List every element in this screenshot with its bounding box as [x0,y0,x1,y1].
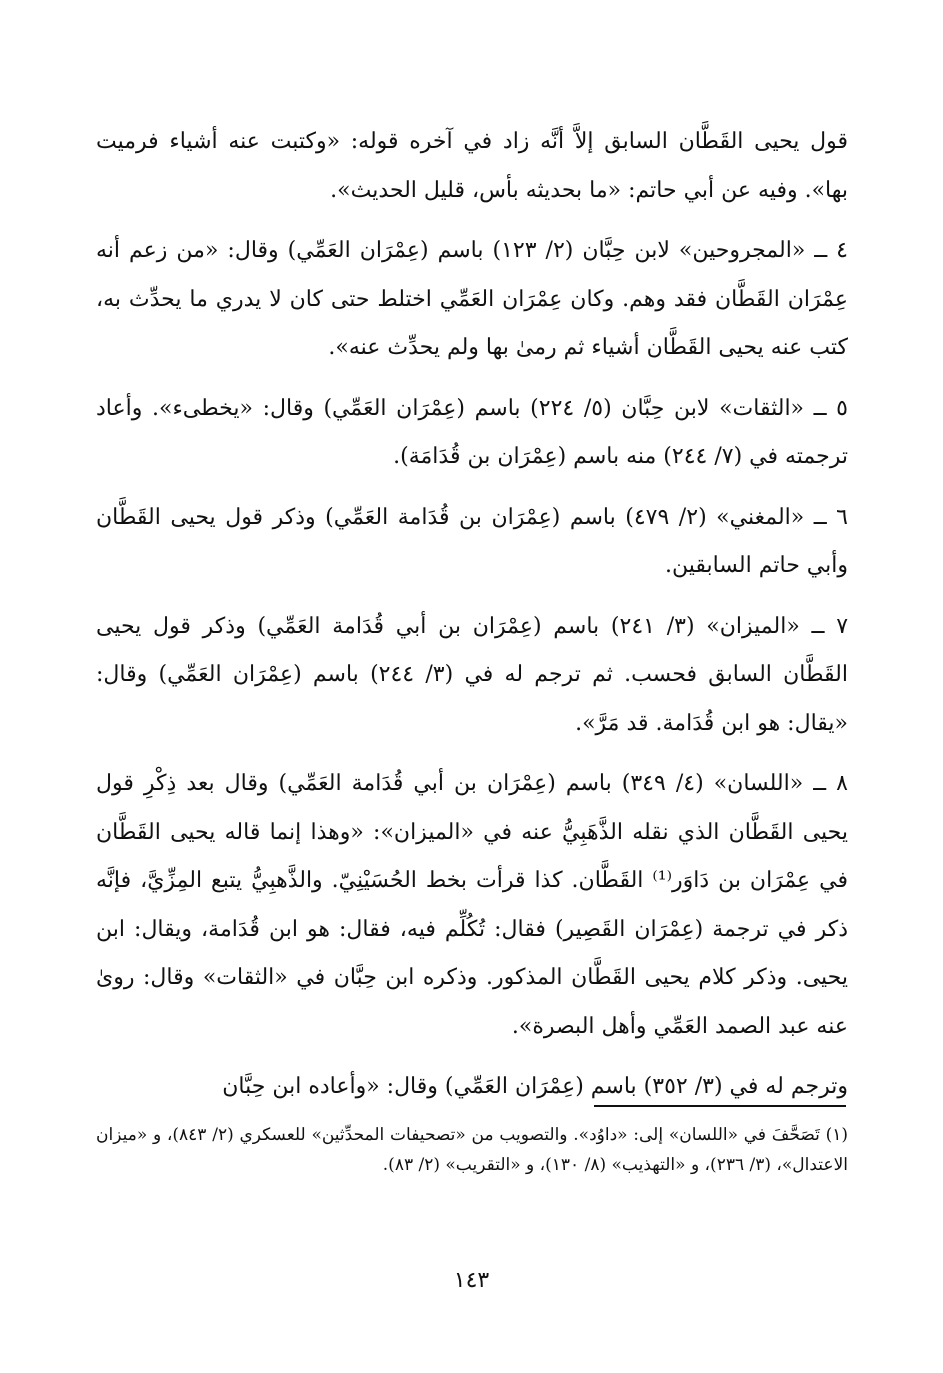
main-text [96,118,848,1112]
paragraph-item-6: ٦ ــ «المغني» (٢/ ٤٧٩) باسم (عِمْرَان بن قُدَامة العَمِّي) وذكر قول يحيى القَطَّان وأبي حاتم السابقين. [96,504,848,578]
paragraph-item-7: ٧ ــ «الميزان» (٣/ ٢٤١) باسم (عِمْرَان بن أبي قُدَامة العَمِّي) وذكر قول يحيى القَطَّان السابق فحسب. ثم ترجم له في (٣/ ٢٤٤) باسم (عِمْرَان العَمِّي) وقال: «يقال: هو ابن قُدَامة. قد مَرَّ». [96,613,849,736]
paragraph-item-8: ٨ ــ «اللسان» (٤/ ٣٤٩) باسم (عِمْرَان بن أبي قُدَامة العَمِّي) وقال بعد ذِكْرِ قول يحيى القَطَّان الذي نقله الذَّهَبِيُّ عنه في «الميزان»: «وهذا إنما قاله يحيى القَطَّان في عِمْرَان بن دَاوَر⁽¹⁾ القَطَّان. كذا قرأت بخط الحُسَيْنِيّ. والذَّهبِيُّ يتبع المِزِّيَّ، فإنَّه ذكر في ترجمة (عِمْرَان القَصِير) فقال: تُكُلِّم فيه، فقال: هو ابن قُدَامة، ويقال: ابن يحيى. وذكر كلام يحيى القَطَّان المذكور. وذكره ابن حِبَّان في «الثقات» وقال: روىٰ عنه عبد الصمد العَمِّي وأهل البصرة». [96,771,848,1039]
page-number: ١٤٣ [453,1268,490,1293]
paragraph-item-5: ٥ ــ «الثقات» لابن حِبَّان (٥/ ٢٢٤) باسم (عِمْرَان العَمِّي) وقال: «يخطىء». وأعاد ترجمته في (٧/ ٢٤٤) منه باسم (عِمْرَان بن قُدَامَة). [96,395,848,469]
paragraph-continuation: قول يحيى القَطَّان السابق إلاَّ أنَّه زاد في آخره قوله: «وكتبت عنه أشياء فرميت بها». وفيه عن أبي حاتم: «ما بحديثه بأس، قليل الحديث». [96,129,848,203]
paragraph-item-4: ٤ ــ «المجروحين» لابن حِبَّان (٢/ ١٢٣) باسم (عِمْرَان العَمِّي) وقال: «من زعم أنه عِمْرَان القَطَّان فقد وهم. وكان عِمْرَان العَمِّي اختلط حتى كان لا يدري ما يحدِّث به، كتب عنه يحيى القَطَّان أشياء ثم رمىٰ بها ولم يحدِّث عنه». [96,238,848,360]
footnote-1: (١) تَصَحَّفَ في «اللسان» إلى: «داوُد». والتصويب من «تصحيفات المحدِّثين» للعسكري (٢/ ٨٤٣)، و «ميزان الاعتدال»، (٣/ ٢٣٦)، و «التهذيب» (٨/ ١٣٠)، و «التقريب» (٢/ ٨٣). [96,1125,848,1175]
footnote-divider [594,1105,846,1107]
paragraph-final: وترجم له في (٣/ ٣٥٢) باسم (عِمْرَان العَمِّي) وقال: «وأعاده ابن حِبَّان [222,1074,848,1099]
